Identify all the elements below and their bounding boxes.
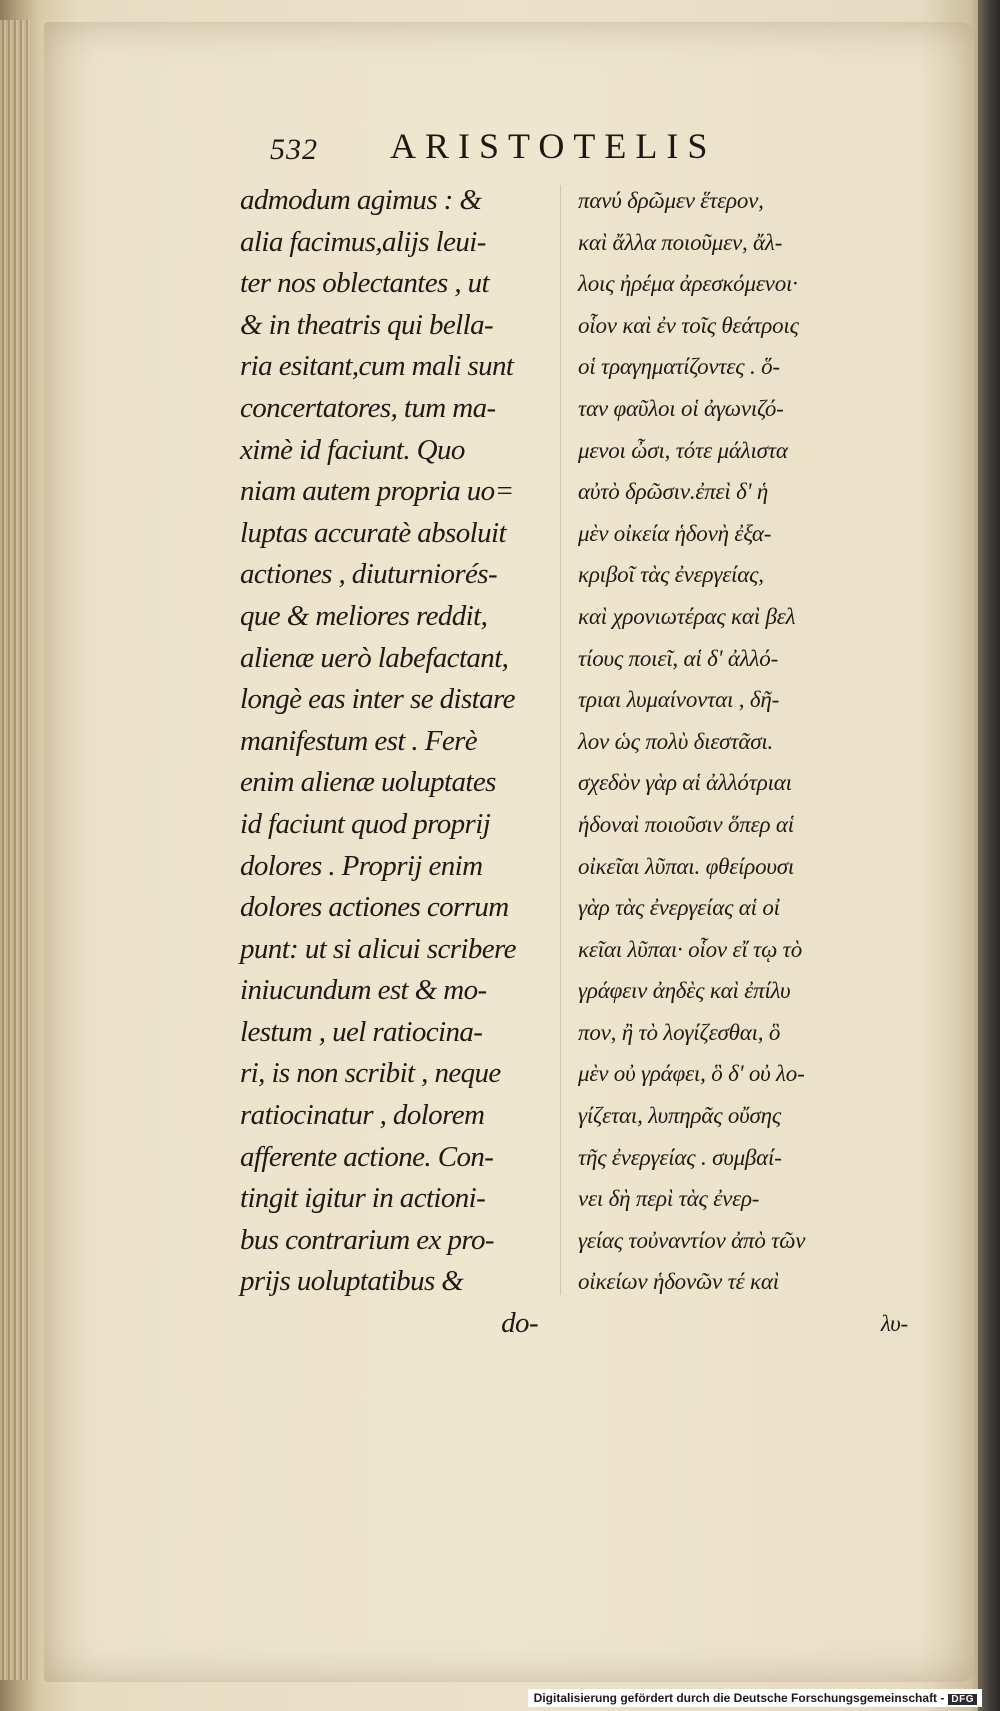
greek-line: καὶ ἄλλα ποιοῦμεν, ἄλ- xyxy=(578,229,783,255)
digitization-credit xyxy=(528,1689,982,1707)
greek-column xyxy=(578,180,968,1345)
page-number: 532 xyxy=(270,133,318,166)
greek-line: οἰκεῖαι λῦπαι. φθείρουσι xyxy=(578,853,795,879)
greek-line: γείας τοὐναντίον ἀπὸ τῶν xyxy=(578,1227,806,1253)
latin-line: longè eas inter se distare xyxy=(240,683,515,716)
latin-line: alia facimus,alijs leui- xyxy=(240,225,486,258)
book-cover-edge xyxy=(978,0,1000,1711)
latin-line: punt: ut si alicui scribere xyxy=(240,932,516,965)
latin-line: prijs uoluptatibus & xyxy=(240,1265,464,1298)
latin-line: bus contrarium ex pro- xyxy=(240,1223,494,1256)
greek-line: λοις ἠρέμα ἀρεσκόμενοι· xyxy=(578,271,798,297)
greek-line: πανύ δρῶμεν ἕτερον, xyxy=(578,188,764,213)
latin-line: lestum , uel ratiocina- xyxy=(240,1015,483,1048)
latin-line: ria esitant,cum mali sunt xyxy=(240,350,514,383)
latin-line: afferente actione. Con- xyxy=(240,1140,494,1173)
greek-line: πον, ἢ τὸ λογίζεσθαι, ὃ xyxy=(578,1019,781,1045)
dfg-logo: DFG xyxy=(948,1694,977,1705)
latin-line: dolores actiones corrum xyxy=(240,891,509,924)
greek-line: τριαι λυμαίνονται , δῆ- xyxy=(578,687,780,713)
book-page-edges xyxy=(0,20,30,1680)
latin-line: & in theatris qui bella- xyxy=(240,308,494,341)
latin-line: concertatores, tum ma- xyxy=(240,391,496,424)
digitization-credit-text: Digitalisierung gefördert durch die Deutsche Forschungsgemeinschaft - xyxy=(533,1691,945,1705)
latin-line: iniucundum est & mo- xyxy=(240,974,487,1007)
greek-line: νει δὴ περὶ τὰς ἐνερ- xyxy=(578,1186,760,1212)
greek-line: οἰκείων ἡδονῶν τέ καὶ xyxy=(578,1269,779,1295)
latin-line: niam autem propria uo= xyxy=(240,475,514,508)
greek-line: λον ὡς πολὺ διεστᾶσι. xyxy=(578,728,774,754)
latin-column xyxy=(240,180,540,1345)
latin-line: enim alienæ uoluptates xyxy=(240,766,496,799)
latin-line: ratiocinatur , dolorem xyxy=(240,1099,485,1132)
latin-line: ximè id faciunt. Quo xyxy=(240,433,465,466)
latin-line: admodum agimus : & xyxy=(240,184,482,216)
greek-line: σχεδὸν γὰρ αἱ ἀλλότριαι xyxy=(578,770,792,796)
latin-line: tingit igitur in actioni- xyxy=(240,1182,486,1215)
latin-line: actiones , diuturniorés- xyxy=(240,558,498,591)
latin-line: ter nos oblectantes , ut xyxy=(240,267,489,300)
latin-line: dolores . Proprij enim xyxy=(240,849,483,882)
greek-line: γράφειν ἀηδὲς καὶ ἐπίλυ xyxy=(578,978,791,1004)
greek-line: ταν φαῦλοι οἱ ἀγωνιζό- xyxy=(578,395,784,421)
latin-catchword: do- xyxy=(501,1307,538,1340)
latin-line: luptas accuratè absoluit xyxy=(240,516,506,549)
greek-catchword: λυ- xyxy=(880,1311,908,1337)
greek-line: οἷον καὶ ἐν τοῖς θεάτροις xyxy=(578,312,799,338)
latin-line: id faciunt quod proprij xyxy=(240,807,491,840)
greek-line: ἡδοναὶ ποιοῦσιν ὅπερ αἱ xyxy=(578,811,794,837)
latin-line: ri, is non scribit , neque xyxy=(240,1057,501,1090)
greek-line: κριβοῖ τὰς ἐνεργείας, xyxy=(578,562,764,588)
greek-line: γίζεται, λυπηρᾶς οὔσης xyxy=(578,1103,782,1129)
greek-line: καὶ χρονιωτέρας καὶ βελ xyxy=(578,603,796,629)
greek-line: κεῖαι λῦπαι· οἷον εἴ τῳ τὸ xyxy=(578,936,803,962)
greek-line: γὰρ τὰς ἐνεργείας αἱ οἰ xyxy=(578,895,780,921)
greek-line: μενοι ὦσι, τότε μάλιστα xyxy=(578,437,788,463)
greek-line: μὲν οὐ γράφει, ὃ δ' οὐ λο- xyxy=(578,1061,805,1087)
greek-line: μὲν οἰκεία ἡδονὴ ἐξα- xyxy=(578,520,772,546)
greek-line: αὐτὸ δρῶσιν.ἐπεὶ δ' ἡ xyxy=(578,479,769,505)
page-header xyxy=(270,125,800,175)
latin-line: manifestum est . Ferè xyxy=(240,724,478,757)
greek-line: οἱ τραγηματίζοντες . ὅ- xyxy=(578,354,780,380)
latin-line: que & meliores reddit, xyxy=(240,599,488,632)
greek-line: τῆς ἐνεργείας . συμβαί- xyxy=(578,1144,782,1170)
column-gutter xyxy=(560,185,561,1295)
greek-line: τίους ποιεῖ, αἱ δ' ἀλλό- xyxy=(578,645,779,671)
latin-line: alienæ uerò labefactant, xyxy=(240,641,509,674)
running-title: ARISTOTELIS xyxy=(390,126,717,166)
